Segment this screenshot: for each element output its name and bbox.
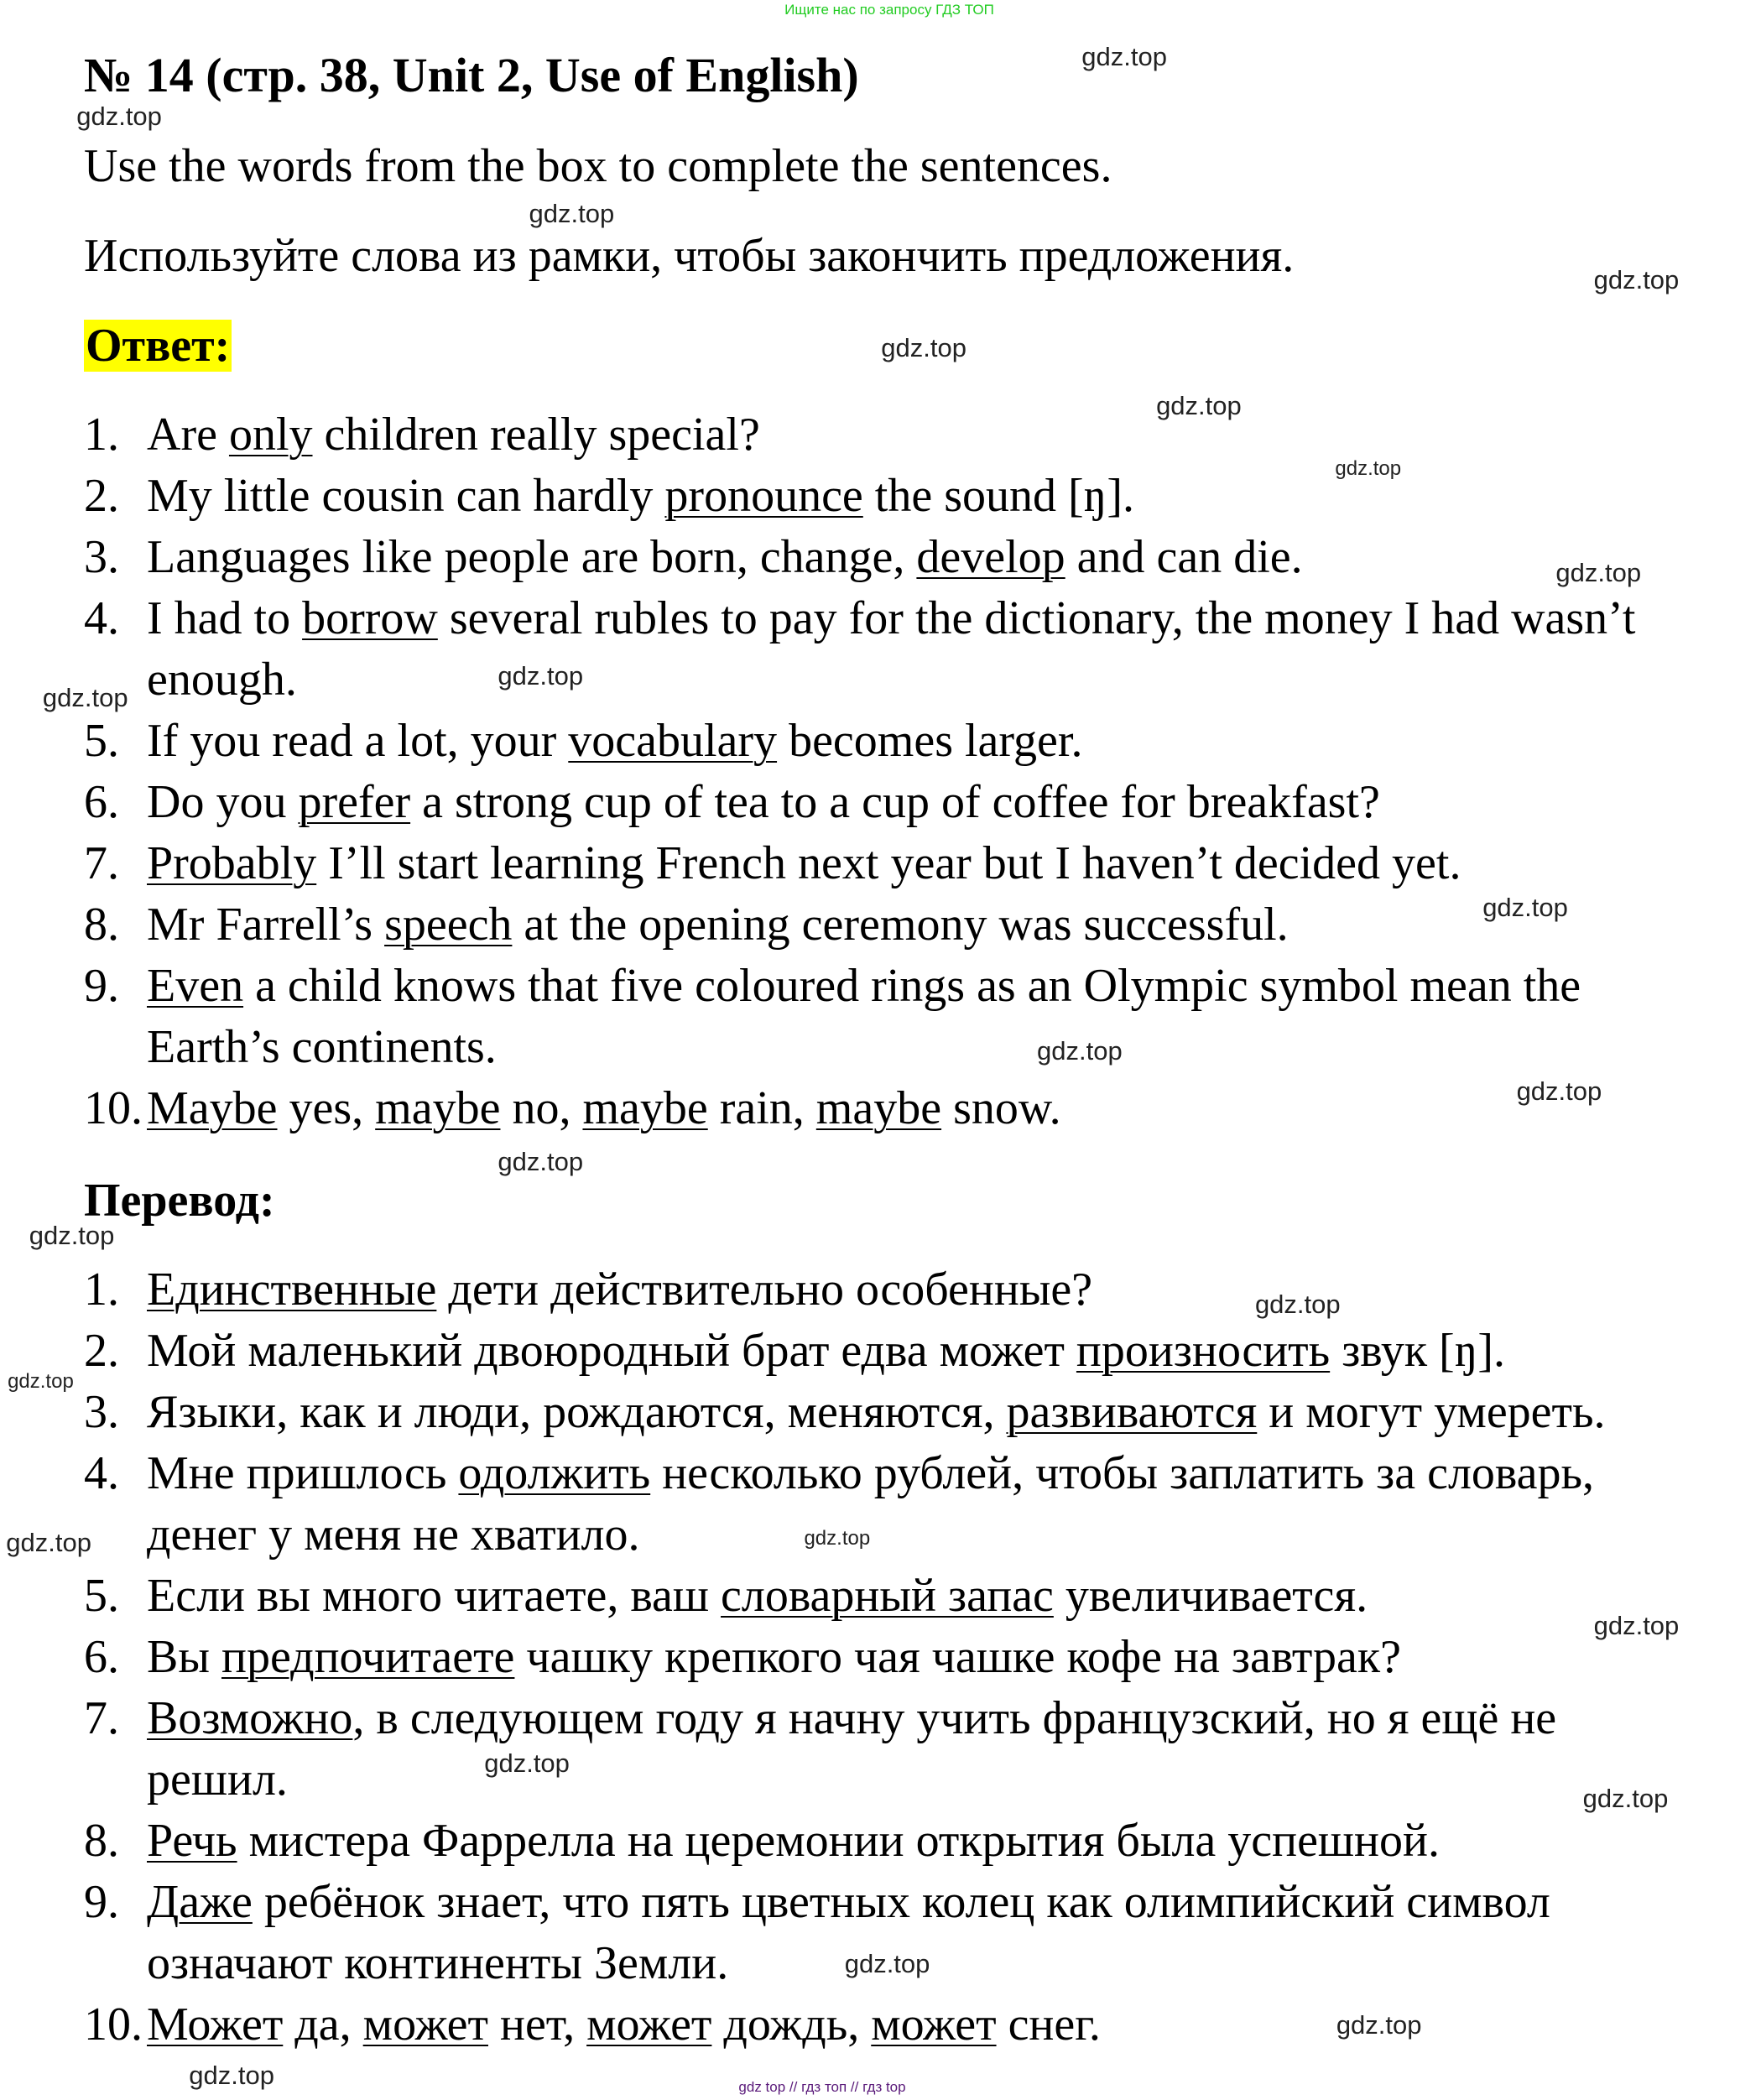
answer-word: vocabulary [568,715,778,767]
item-number: 8. [84,1815,119,1867]
watermark: gdz.top [42,682,128,712]
watermark: gdz.top [1482,892,1568,922]
sentence-text: a child knows that five coloured rings as an Olympic symbol mean the [243,960,1581,1012]
item-number: 6. [84,1631,119,1683]
translation-line [84,1385,1606,1439]
sentence-text: Mr Farrell’s [147,899,385,951]
watermark: gdz.top [1593,265,1680,295]
sentence-text: and can die. [1065,531,1303,583]
sentence-text: Are [147,409,229,461]
translation-line [84,1569,1368,1623]
sentence-text: ребёнок знает, что пять цветных колец как олимпийский символ [252,1876,1550,1928]
answer-word: может [362,1998,488,2050]
translation-line [84,1263,1092,1316]
watermark: gdz.top [1036,1035,1123,1066]
item-number: 1. [84,409,119,461]
answer-word: prefer [298,776,411,828]
sentence-text: Языки, как и люди, рождаются, меняются, [147,1386,1007,1438]
translation-line [84,1875,1550,1929]
answer-line [84,1020,497,1074]
answer-word: Речь [147,1815,237,1867]
answer-line [84,469,1134,523]
answer-word: развиваются [1006,1386,1258,1438]
sentence-text: at the opening ceremony was successful. [512,899,1289,951]
sentence-text: Вы [147,1631,221,1683]
item-number: 5. [84,1570,119,1622]
item-number: 4. [84,1447,119,1499]
answer-word: словарный запас [721,1570,1054,1622]
sentence-text: мистера Фаррелла на церемонии открытия была успешной. [237,1815,1440,1867]
answer-word: speech [384,899,513,951]
sentence-text: I had to [147,592,303,644]
sentence-text: , в следующем году я начну учить французский, но я ещё не [352,1692,1557,1744]
sentence-text: дети действительно особенные? [436,1264,1093,1316]
item-number: 9. [84,960,119,1012]
translation-line [84,1691,1556,1745]
sentence-text: решил. [147,1753,288,1806]
watermark: gdz.top [8,1369,74,1393]
watermark: gdz.top [1555,557,1642,587]
answer-word: произносить [1076,1325,1331,1377]
sentence-text: several rubles to pay for the dictionary, the money I had wasn’t [437,592,1636,644]
sentence-text: Мой маленький двоюродный брат едва может [147,1325,1076,1377]
answer-word: Может [147,1998,284,2050]
sentence-text: no, [500,1082,583,1134]
sentence-text: означают континенты Земли. [147,1937,729,1989]
answer-word: предпочитаете [221,1631,515,1683]
sentence-text: If you read a lot, your [147,715,569,767]
answer-line [84,408,760,461]
answer-word: Even [147,960,244,1012]
sentence-text: нет, [487,1998,587,2050]
answer-word: может [586,1998,712,2050]
item-number: 2. [84,1325,119,1377]
translation-line [84,1998,1101,2051]
sentence-text: Если вы много читаете, ваш [147,1570,722,1622]
sentence-text: денег у меня не хватило. [147,1509,640,1561]
answer-word: Maybe [147,1082,278,1134]
watermark: gdz.top [498,1147,584,1177]
watermark: gdz.top [529,199,615,229]
top-banner: Ищите нас по запросу ГДЗ ТОП [784,2,994,18]
translation-line [84,1446,1594,1500]
item-number: 9. [84,1876,119,1928]
item-number: 10. [84,1998,143,2050]
item-number: 8. [84,899,119,951]
sentence-text: a strong cup of tea to a cup of coffee for breakfast? [410,776,1380,828]
answer-word: Возможно [147,1692,353,1744]
watermark: gdz.top [498,660,584,690]
item-number: 2. [84,470,119,522]
sentence-text: несколько рублей, чтобы заплатить за словарь, [650,1447,1595,1499]
sentence-text: I’ll start learning French next year but I haven’t decided yet. [316,837,1461,889]
answer-word: borrow [302,592,438,644]
sentence-text: rain, [707,1082,816,1134]
item-number: 6. [84,776,119,828]
sentence-text: Do you [147,776,299,828]
watermark: gdz.top [484,1748,570,1779]
translation-line [84,1324,1505,1378]
answer-word: maybe [815,1082,942,1134]
sentence-text: My little cousin can hardly [147,470,665,522]
watermark: gdz.top [1081,41,1167,71]
sentence-text: Earth’s continents. [147,1021,497,1073]
watermark: gdz.top [881,332,967,362]
answer-line [84,959,1581,1013]
watermark: gdz.top [1516,1076,1602,1107]
item-number: 10. [84,1082,143,1134]
answer-line [84,1081,1061,1135]
item-number: 5. [84,715,119,767]
translation-line [84,1936,728,1990]
instruction-english: Use the words from the box to complete the sentences. [84,140,1112,192]
translation-line [84,1630,1401,1684]
sentence-text: children really special? [312,409,760,461]
watermark: gdz.top [1156,391,1242,421]
watermark: gdz.top [6,1528,91,1558]
sentence-text: snow. [941,1082,1061,1134]
answer-line [84,714,1082,768]
answer-line [84,898,1289,951]
item-number: 1. [84,1264,119,1316]
sentence-text: Мне пришлось [147,1447,459,1499]
answer-word: maybe [375,1082,501,1134]
answer-line [84,530,1303,584]
translation-line [84,1508,639,1561]
watermark: gdz.top [1335,456,1402,480]
instruction-russian: Используйте слова из рамки, чтобы закончить предложения. [84,230,1295,282]
item-number: 7. [84,837,119,889]
answer-word: Даже [147,1876,253,1928]
answer-word: одолжить [458,1447,651,1499]
watermark: gdz.top [1336,2009,1422,2040]
watermark: gdz.top [29,1220,115,1250]
watermark: gdz.top [1254,1289,1341,1319]
item-number: 3. [84,531,119,583]
watermark: gdz.top [189,2060,274,2090]
answer-heading: Ответ: [86,320,231,372]
sentence-text: снег. [996,1998,1101,2050]
sentence-text: the sound [ŋ]. [862,470,1134,522]
watermark: gdz.top [804,1527,871,1550]
answer-line [84,775,1380,829]
item-number: 7. [84,1692,119,1744]
answer-word: Единственные [147,1264,437,1316]
item-number: 4. [84,592,119,644]
sentence-text: yes, [277,1082,376,1134]
answer-word: develop [916,531,1065,583]
sentence-text: чашку крепкого чая чашке кофе на завтрак? [514,1631,1401,1683]
answer-line [84,591,1635,645]
bottom-banner: gdz top // гдз топ // гдз top [738,2079,906,2095]
sentence-text: да, [283,1998,363,2050]
answer-line [84,836,1461,890]
answer-word: pronounce [664,470,863,522]
answer-word: only [228,409,313,461]
sentence-text: и могут умереть. [1257,1386,1606,1438]
watermark: gdz.top [76,101,162,131]
watermark: gdz.top [844,1949,930,1979]
sentence-text: enough. [147,654,297,706]
translation-heading: Перевод: [84,1175,275,1227]
watermark: gdz.top [1593,1610,1680,1640]
sentence-text: Languages like people are born, change, [147,531,917,583]
translation-line [84,1753,288,1806]
page-title: № 14 (стр. 38, Unit 2, Use of English) [84,48,859,102]
answer-heading-wrap [84,319,232,373]
sentence-text: увеличивается. [1053,1570,1368,1622]
item-number: 3. [84,1386,119,1438]
watermark: gdz.top [1582,1784,1669,1814]
sentence-text: звук [ŋ]. [1330,1325,1506,1377]
sentence-text: becomes larger. [777,715,1083,767]
translation-line [84,1814,1440,1868]
answer-word: Probably [147,837,317,889]
answer-word: maybe [582,1082,708,1134]
sentence-text: дождь, [711,1998,872,2050]
answer-word: может [871,1998,997,2050]
